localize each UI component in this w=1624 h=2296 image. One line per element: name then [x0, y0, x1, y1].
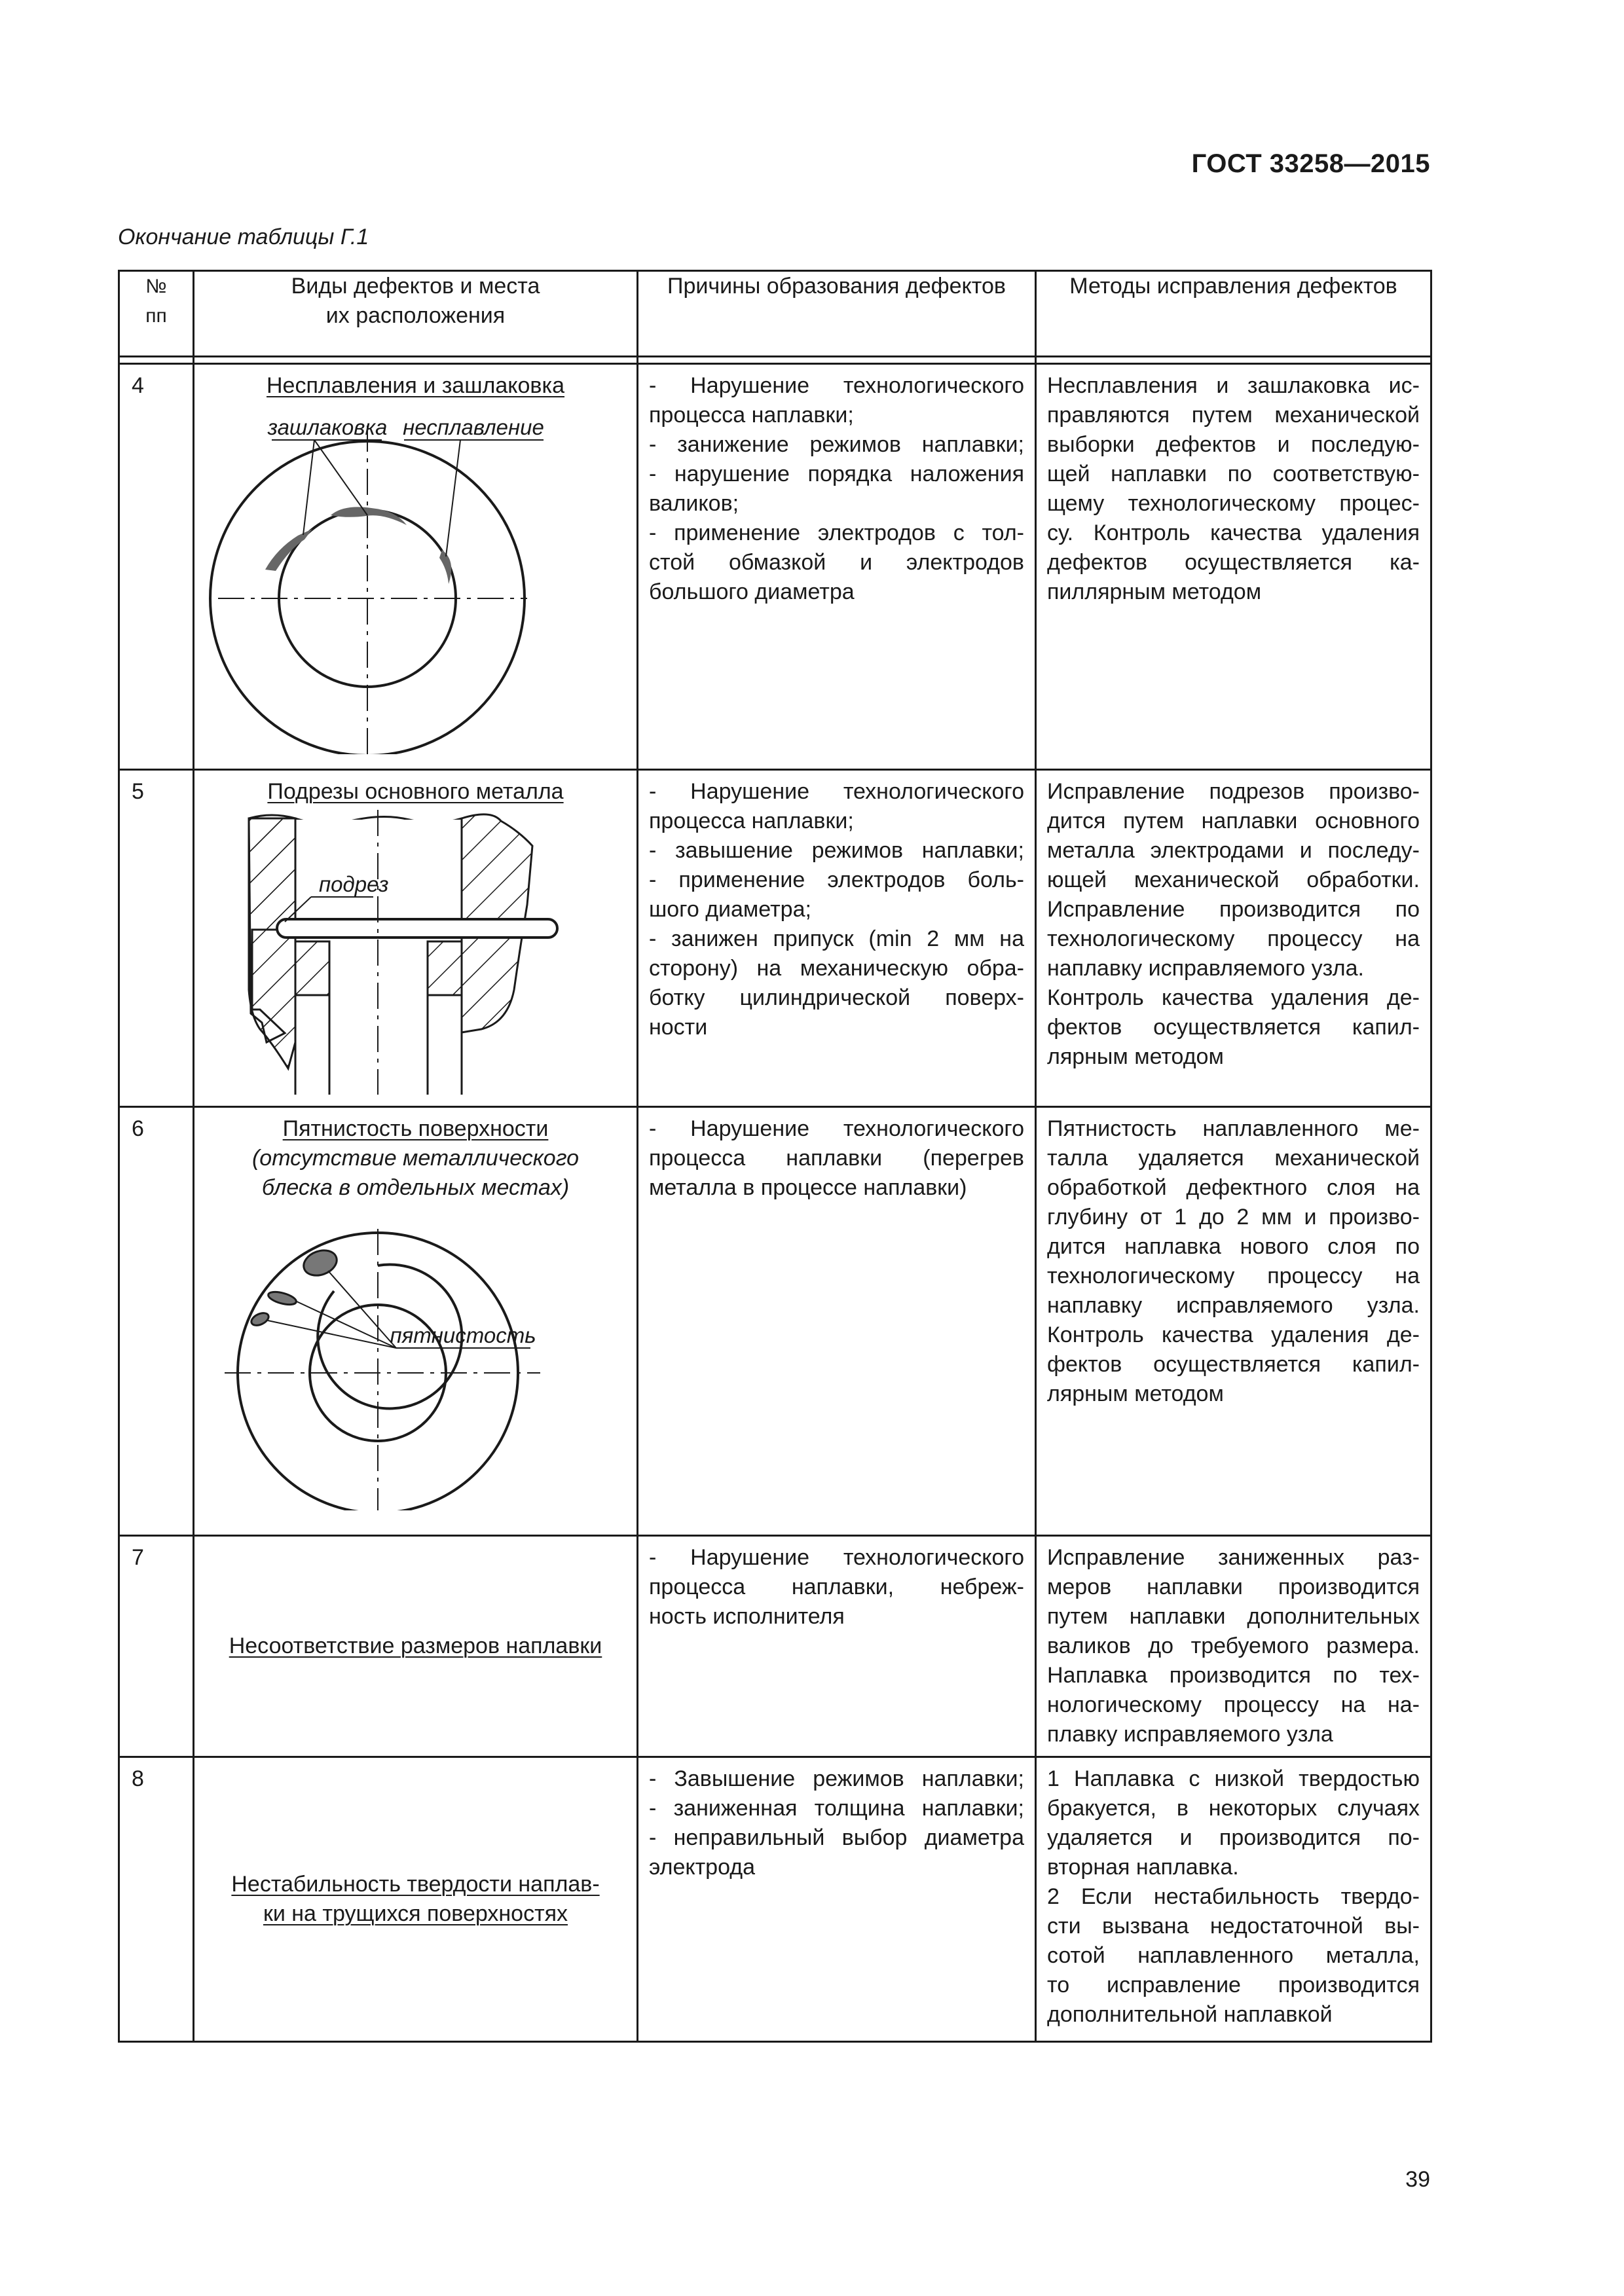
document-code: ГОСТ 33258—2015: [1191, 149, 1430, 178]
header-separator: [119, 357, 1431, 364]
causes-cell: - Нарушение технологического процесса наплавки, небреж- ность исполнителя: [638, 1536, 1036, 1757]
row-number: 6: [119, 1107, 194, 1536]
table-caption: Окончание таблицы Г.1: [118, 225, 369, 249]
defect-name: Несоответствие размеров наплавки: [229, 1633, 602, 1658]
label-nonfusion: несплавление: [402, 415, 544, 439]
row-number: 4: [119, 364, 194, 770]
figure-spotting: [200, 1203, 632, 1510]
column-header-num: № пп: [119, 271, 194, 357]
causes-cell: - Завышение режимов наплавки; - заниженная толщина наплавки; - неправильный выбор диаметра электрода: [638, 1757, 1036, 2042]
defect-name-line: ки на трущихся поверхностях: [263, 1901, 568, 1926]
table-row: [119, 1536, 1431, 1757]
label-inclusions: зашлаковка: [267, 415, 387, 439]
row-number: 7: [119, 1536, 194, 1757]
figure-undercut: [200, 807, 632, 1095]
defect-name: Пятнистость поверхности: [282, 1116, 549, 1141]
causes-cell: - Нарушение технологического процесса наплавки; - завышение режимов наплавки; - применение электродов боль- шого диаметра; - занижен припуск (min 2 мм на сторону) на механическую обра- ботку цилиндрической поверх- ности: [638, 770, 1036, 1107]
defect-cell: [194, 364, 638, 770]
defects-table: [118, 270, 1432, 2043]
methods-cell: Пятнистость наплавленного ме- талла удаляется механической обработкой дефектного слоя на глубину от 1 до 2 мм и произво- дится наплавка нового слоя по технологическому процессу на наплавку исправляемого узла. Контроль качества удаления де- фектов осуществляется капил- лярным методом: [1036, 1107, 1431, 1536]
defect-cell: [194, 1757, 638, 2042]
column-header-methods: Методы исправления дефектов: [1036, 271, 1431, 357]
defect-cell: [194, 770, 638, 1107]
table-row: [119, 1757, 1431, 2042]
label-undercut: подрез: [318, 872, 388, 896]
table-row: [119, 770, 1431, 1107]
causes-cell: - Нарушение технологического процесса наплавки; - занижение режимов наплавки; - нарушение порядка наложения валиков; - применение электродов с тол- стой обмазкой и электродов большого диаметра: [638, 364, 1036, 770]
table-row: [119, 1107, 1431, 1536]
defect-note-line: блеска в отдельных местах): [261, 1175, 570, 1200]
table-row: [119, 364, 1431, 770]
row-number: 5: [119, 770, 194, 1107]
column-header-defects: Виды дефектов и места их расположения: [194, 271, 638, 357]
column-header-causes: Причины образования дефектов: [638, 271, 1036, 357]
methods-cell: Несплавления и зашлаковка ис- правляются путем механической выборки дефектов и последую- щей наплавки по соответствую- щему технологическому процес- су. Контроль качества удаления дефектов осуществляется ка- пиллярным методом: [1036, 364, 1431, 770]
methods-cell: Исправление подрезов произво- дится путем наплавки основного металла электродами и последу- ющей механической обработки. Исправление производится по технологическому процессу на наплавку исправляемого узла. Контроль качества удаления де- фектов осуществляется капил- лярным методом: [1036, 770, 1431, 1107]
defect-name: Подрезы основного металла: [267, 779, 564, 804]
defect-cell: [194, 1107, 638, 1536]
defect-note-line: (отсутствие металлического: [251, 1146, 579, 1171]
row-number: 8: [119, 1757, 194, 2042]
defect-cell: [194, 1536, 638, 1757]
label-spotting: пятнистость: [389, 1323, 536, 1347]
figure-inclusions-nonfusion: [200, 401, 632, 754]
defect-name-line: Нестабильность твердости наплав-: [231, 1872, 600, 1897]
defect-name: Несплавления и зашлаковка: [267, 373, 564, 398]
methods-cell: Исправление заниженных раз- меров наплавки производится путем наплавки дополнительных валиков до требуемого размера. Наплавка производится по тех- нологическому процессу на на- плавку исправляемого узла: [1036, 1536, 1431, 1757]
methods-cell: 1 Наплавка с низкой твердостью бракуется, в некоторых случаях удаляется и производится по- вторная наплавка. 2 Если нестабильность твердо- сти вызвана недостаточной вы- сотой наплавленного металла, то исправление производится дополнительной наплавкой: [1036, 1757, 1431, 2042]
table-header-row: [119, 271, 1431, 357]
causes-cell: - Нарушение технологического процесса наплавки (перегрев металла в процессе наплавки): [638, 1107, 1036, 1536]
page-number: 39: [1405, 2167, 1430, 2192]
